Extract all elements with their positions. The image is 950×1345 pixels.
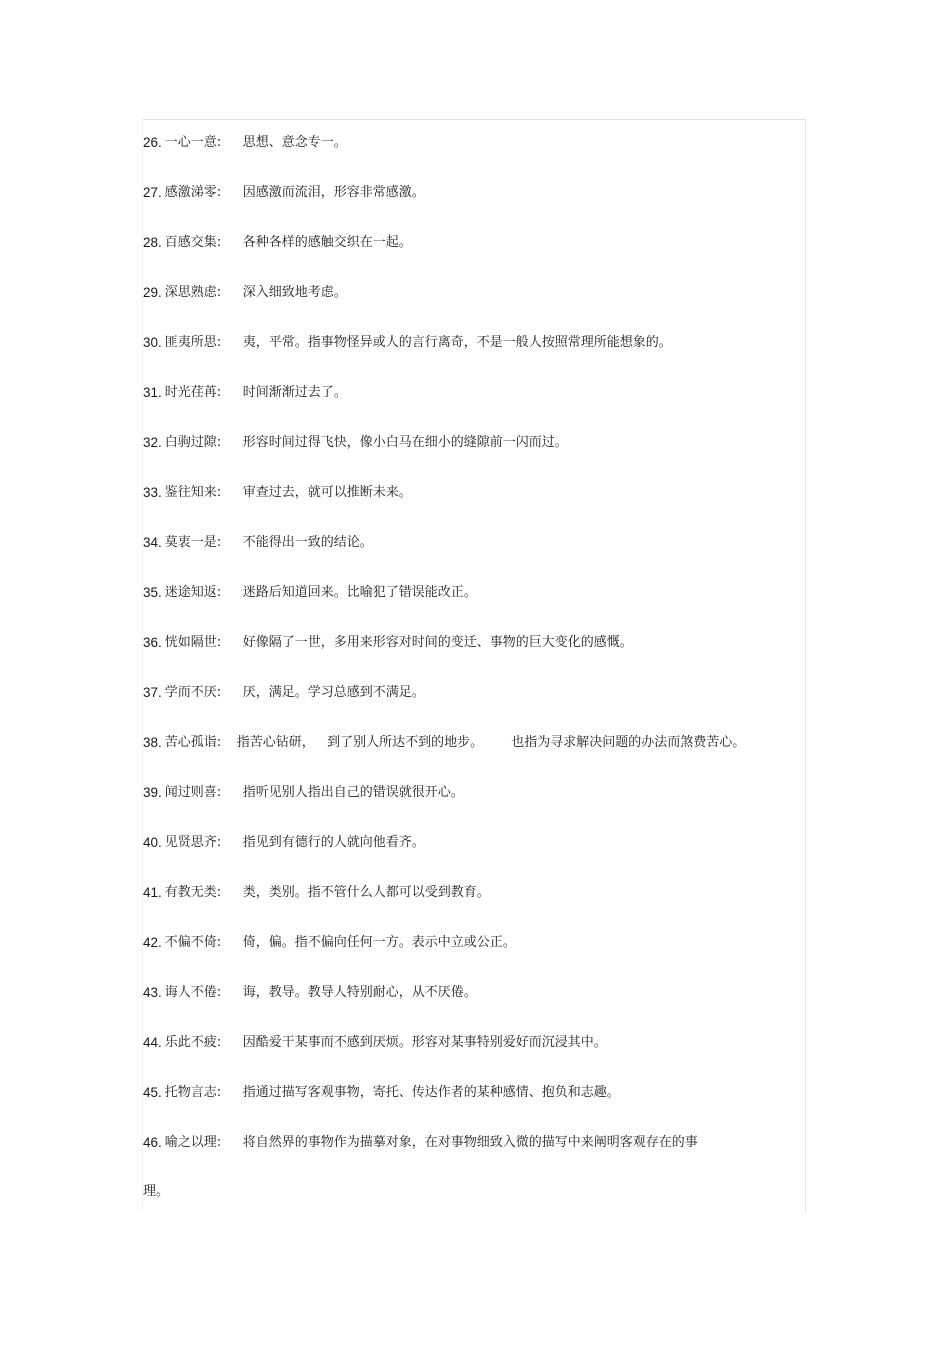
- entry-term: 托物言志:: [164, 1085, 222, 1100]
- list-item: [143, 883, 803, 933]
- entry-number: 32.: [143, 435, 162, 450]
- list-item: [143, 1083, 803, 1133]
- entry-number: 43.: [143, 985, 162, 1000]
- entry-term: 感激涕零:: [164, 185, 222, 200]
- entry-number: 35.: [143, 585, 162, 600]
- entry-number: 34.: [143, 535, 162, 550]
- entry-number: 44.: [143, 1035, 162, 1050]
- list-item: [143, 183, 803, 233]
- entry-number: 41.: [143, 885, 162, 900]
- list-item: [143, 333, 803, 383]
- entry-term: 喻之以理:: [164, 1135, 222, 1150]
- entry-term: 匪夷所思:: [164, 335, 222, 350]
- entry-term: 百感交集:: [164, 235, 222, 250]
- entry-definition: 迷路后知道回来。比喻犯了错误能改正。: [242, 585, 477, 600]
- entry-term: 白驹过隙:: [164, 435, 222, 450]
- entry-number: 33.: [143, 485, 162, 500]
- entry-definition: 因感激而流泪，形容非常感激。: [242, 185, 425, 200]
- entry-definition: 审查过去，就可以推断未来。: [242, 485, 412, 500]
- entry-number: 46.: [143, 1135, 162, 1150]
- entry-term: 恍如隔世:: [164, 635, 222, 650]
- entry-number: 30.: [143, 335, 162, 350]
- entry-definition: 指听见别人指出自己的错误就很开心。: [242, 785, 464, 800]
- list-item: [143, 1133, 803, 1183]
- entry-definition: 形容时间过得飞快，像小白马在细小的缝隙前一闪而过。: [242, 435, 568, 450]
- entry-number: 31.: [143, 385, 162, 400]
- entry-term: 不偏不倚:: [164, 935, 222, 950]
- entry-term: 诲人不倦:: [164, 985, 222, 1000]
- list-item: [143, 133, 803, 183]
- entry-definition: 思想、意念专一。: [242, 135, 347, 150]
- entry-definition: 好像隔了一世，多用来形容对时间的变迁、事物的巨大变化的感慨。: [242, 635, 633, 650]
- entry-term: 有教无类:: [164, 885, 222, 900]
- definition-continuation: 理。: [143, 1184, 170, 1199]
- entry-definition: 因酷爱干某事而不感到厌烦。形容对某事特别爱好而沉浸其中。: [242, 1035, 607, 1050]
- entry-definition: 各种各样的感触交织在一起。: [242, 235, 412, 250]
- entry-number: 36.: [143, 635, 162, 650]
- list-item: [143, 283, 803, 333]
- list-item: [143, 533, 803, 583]
- list-item: [143, 983, 803, 1033]
- list-item: [143, 933, 803, 983]
- entry-definition: 指见到有德行的人就向他看齐。: [242, 835, 425, 850]
- list-item: [143, 683, 803, 733]
- entry-number: 45.: [143, 1085, 162, 1100]
- list-item: [143, 1033, 803, 1083]
- entry-number: 38.: [143, 735, 162, 750]
- entry-number: 40.: [143, 835, 162, 850]
- entry-definition: 夷，平常。指事物怪异或人的言行离奇，不是一般人按照常理所能想象的。: [242, 335, 672, 350]
- list-item: [143, 483, 803, 533]
- entry-definition: 厌，满足。学习总感到不满足。: [242, 685, 425, 700]
- entry-term: 一心一意:: [164, 135, 222, 150]
- entry-term: 闻过则喜:: [164, 785, 222, 800]
- list-item: [143, 383, 803, 433]
- entry-term: 鉴往知来:: [164, 485, 222, 500]
- list-item: [143, 633, 803, 683]
- entry-term: 乐此不疲:: [164, 1035, 222, 1050]
- entry-definition: 指苦心钻研， 到了别人所达不到的地步。: [236, 735, 484, 750]
- list-item: [143, 833, 803, 883]
- entry-definition: 时间渐渐过去了。: [242, 385, 347, 400]
- entry-number: 39.: [143, 785, 162, 800]
- entry-definition: 指通过描写客观事物，寄托、传达作者的某种感情、抱负和志趣。: [242, 1085, 620, 1100]
- entry-term: 学而不厌:: [164, 685, 222, 700]
- entry-definition: 深入细致地考虑。: [242, 285, 347, 300]
- idiom-list: [143, 133, 803, 1183]
- entry-number: 26.: [143, 135, 162, 150]
- entry-term: 莫衷一是:: [164, 535, 222, 550]
- entry-definition: 诲，教导。教导人特别耐心，从不厌倦。: [242, 985, 477, 1000]
- entry-term: 苦心孤诣:: [164, 735, 222, 750]
- entry-number: 37.: [143, 685, 162, 700]
- entry-term: 见贤思齐:: [164, 835, 222, 850]
- list-item: [143, 233, 803, 283]
- entry-number: 28.: [143, 235, 162, 250]
- entry-definition: 将自然界的事物作为描摹对象，在对事物细致入微的描写中来阐明客观存在的事: [242, 1135, 698, 1150]
- entry-number: 29.: [143, 285, 162, 300]
- entry-definition-extra: 也指为寻求解决问题的办法而煞费苦心。: [511, 735, 746, 750]
- entry-number: 42.: [143, 935, 162, 950]
- entry-number: 27.: [143, 185, 162, 200]
- list-item: [143, 783, 803, 833]
- entry-term: 深思熟虑:: [164, 285, 222, 300]
- entry-definition: 类，类别。指不管什么人都可以受到教育。: [242, 885, 490, 900]
- entry-term: 迷途知返:: [164, 585, 222, 600]
- list-item: [143, 733, 803, 783]
- list-item: [143, 433, 803, 483]
- entry-term: 时光荏苒:: [164, 385, 222, 400]
- entry-definition: 不能得出一致的结论。: [242, 535, 373, 550]
- entry-definition: 倚，偏。指不偏向任何一方。表示中立或公正。: [242, 935, 516, 950]
- list-item: [143, 583, 803, 633]
